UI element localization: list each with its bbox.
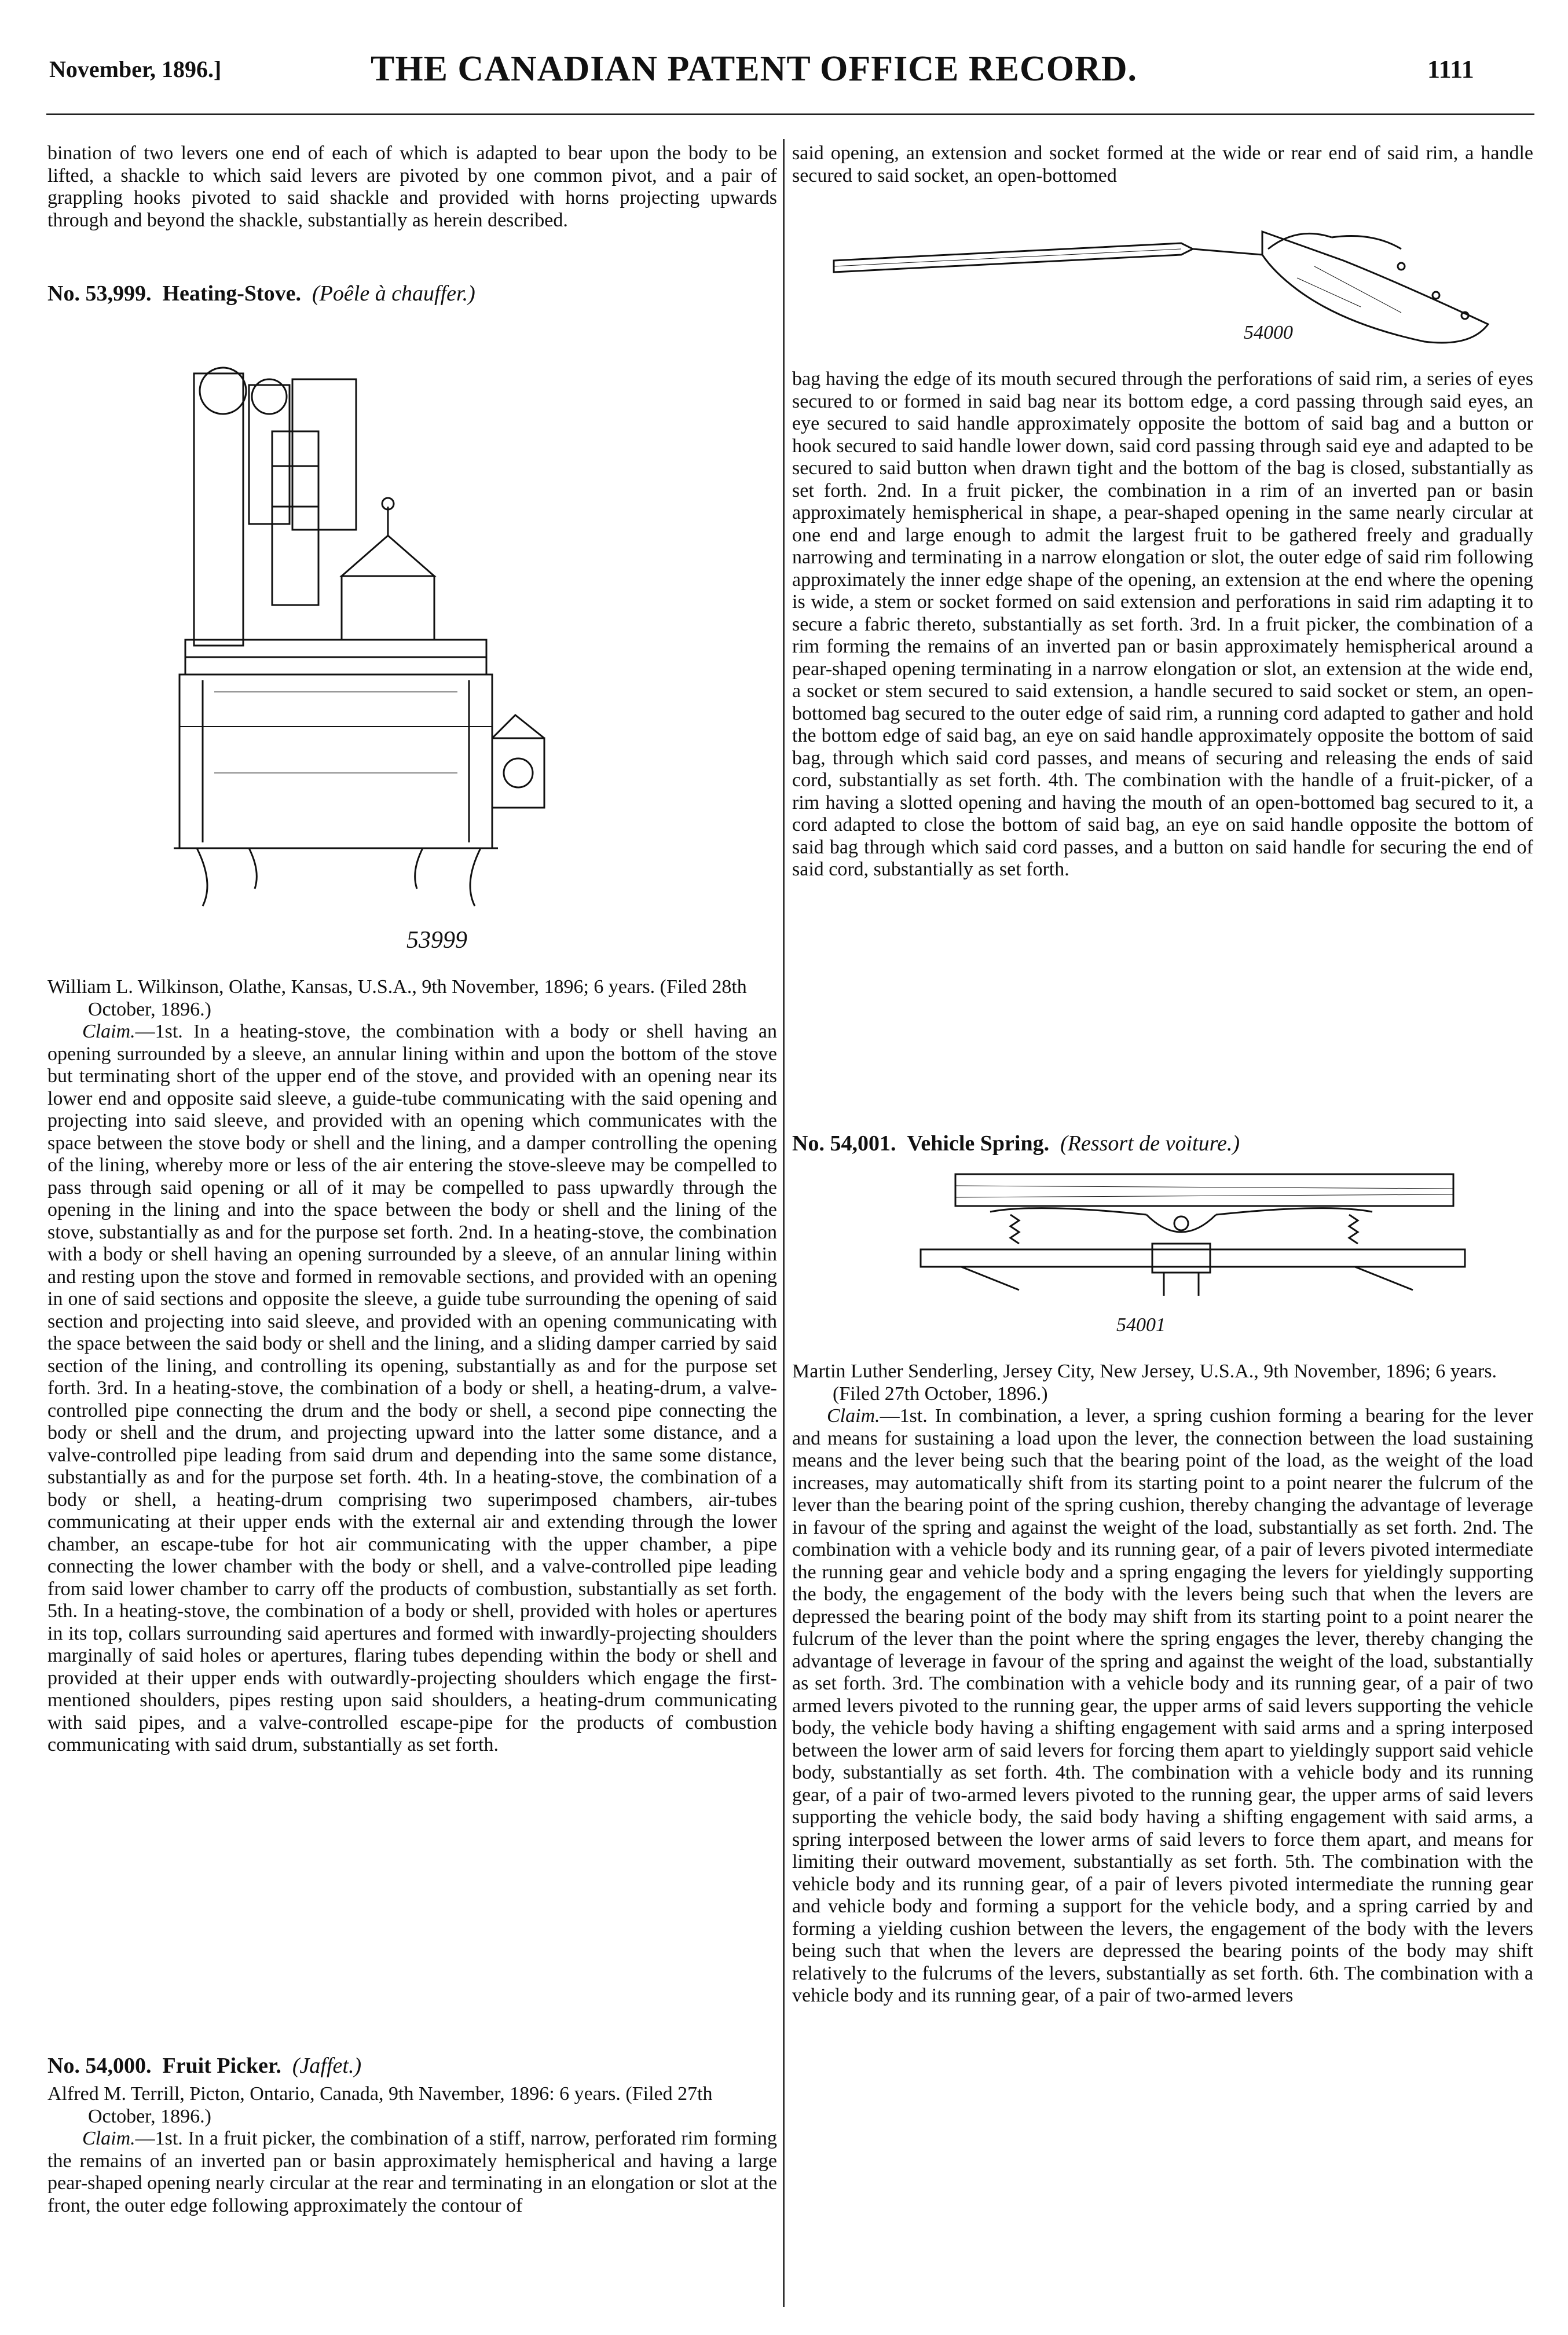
patent-53999-heading — [47, 280, 777, 307]
patent-title: Vehicle Spring. — [907, 1131, 1050, 1156]
claim-label: Claim. — [827, 1405, 880, 1427]
heating-stove-drawing-icon — [168, 333, 562, 923]
patent-title: Heating-Stove. — [162, 281, 302, 306]
header-title: THE CANADIAN PATENT OFFICE RECORD. — [371, 49, 1138, 89]
claim-text: —1st. In combination, a lever, a spring cushion forming a bearing for the lever and means for sustaining a load upon the lever, the connection between the load sustaining means and the lever being such that the bearing point of the load, as the weight of the load increases, may automatically shift from its starting point to a point nearer the fulcrum of the lever than the bearing point of the spring cushion, thereby changing the advantage of leverage in favour of the spring and against the weight of the load, substantially as set forth. 2nd. The combination with a vehicle body and its running gear, of a pair of levers pivoted intermediate the running gear and vehicle body and a spring engaging the levers for yieldingly supporting the body, the engagement of the body with the levers being such that when the levers are depressed the bearing point of the body may shift from its starting point to a point nearer the fulcrum of the lever than the point where the spring engages the lever, thereby changing the advantage of leverage in favour of the spring and against the weight of the load, substantially as set forth. 3rd. The combination with a vehicle body and its running gear, of a pair of two armed levers pivoted to the running gear, the upper arms of said levers supporting the vehicle body, the vehicle body having a shifting engagement with said arms and a spring interposed between the lower arm of said levers for forcing them apart to yieldingly support said vehicle body, substantially as set forth. 4th. The combination with a vehicle body and its running gear, of a pair of two-armed levers pivoted to the running gear, the upper arms of said levers supporting the vehicle body, the said body having a shifting engagement with said arms, a spring interposed between the lower arms of said levers to force them apart, and means for limiting their outward movement, substantially as set forth. 5th. The combination with the vehicle body and its running gear, of a pair of levers pivoted intermediate the running gear and vehicle body and forming a support for the vehicle body, and a spring carried by and forming a yielding cushion between the levers, the engagement of the body with the levers being such that when the levers are depressed the bearing points of the body may shift relatively to the fulcrums of the levers, substantially as set forth. 6th. The combination with a vehicle body and its running gear, of a pair of two-armed levers — [792, 1405, 1533, 2006]
stove-figure-label: 53999 — [406, 927, 467, 954]
spring-figure-label: 54001 — [1116, 1314, 1166, 1336]
patent-title-fr: (Poêle à chauffer.) — [312, 281, 475, 306]
right-continuation-bottom — [792, 368, 1533, 881]
claim-label: Claim. — [82, 2128, 135, 2149]
patent-number: No. 54,001. — [792, 1131, 896, 1156]
patent-claim — [792, 1405, 1533, 2007]
patent-claim — [47, 1021, 777, 1757]
continuation-text: bination of two levers one end of each of which is adapted to bear upon the body to be lifted, a shackle to which said levers are pivoted by one common pivot, and a pair of grappling hooks pivoted to said shackle and provided with horns projecting upwards through and beyond the shackle, substantially as herein described. — [47, 142, 777, 231]
picker-figure-label: 54000 — [1244, 322, 1293, 343]
header-page-number: 1111 — [1427, 55, 1474, 83]
vehicle-spring-drawing-icon — [903, 1168, 1482, 1307]
patent-54001-heading — [792, 1130, 1533, 1157]
claim-text: —1st. In a heating-stove, the combination with a body or shell having an opening surrounded by a sleeve, an annular lining within and upon the bottom of the stove but terminating short of the upper end of the stove, and provided with an opening near its lower end and opposite said sleeve, a guide-tube communicating with the said opening and projecting into said sleeve, and provided with an opening which communicates with the space between the stove body or shell and the lining, and a damper controlling the opening of the lining, whereby more or less of the air entering the stove-sleeve may be compelled to pass through said opening or all of it may be compelled to pass upwardly through the opening in the lining and into the space between the body or shell and the lining of the stove, substantially as and for the purpose set forth. 2nd. In a heating-stove, the combination with a body or shell having an opening surrounded by a sleeve, of an annular lining within and resting upon the stove and formed in removable sections, and provided with an opening in one of said sections and opposite the sleeve, a guide tube surrounding the opening of said section and projecting into said sleeve, and provided with an opening communicating with the space between the said body or shell and the lining, and a sliding damper carried by said section of the lining, and controlling its opening, substantially as and for the purpose set forth. 3rd. In a heating-stove, the combination of a body or shell, a heating-drum, a valve-controlled pipe connecting the drum and the body or shell, a second pipe connecting the body or shell and the drum, and projecting upward into the latter some distance, and a valve-controlled pipe leading from said drum and depending into the same some distance, substantially as and for the purpose set forth. 4th. In a heating-stove, the combination of a body or shell, a heating-drum comprising two superimposed chambers, air-tubes communicating at their upper ends with the external air and extending through the lower chamber, an escape-tube for hot air communicating with the upper chamber, a pipe connecting the lower chamber with the body or shell, and a valve-controlled pipe leading from said lower chamber to carry off the products of combustion, substantially as set forth. 5th. In a heating-stove, the combination of a body or shell, provided with holes or apertures in its top, collars surrounding said apertures and formed with inwardly-projecting shoulders marginally of said holes or apertures, flaring tubes depending within the body or shell and provided at their upper ends with outwardly-projecting shoulders which engage the first-mentioned shoulders, pipes resting upon said shoulders, a heating-drum communicating with said pipes, and a valve-controlled escape-pipe for the products of combustion communicating with said drum, substantially as set forth. — [47, 1021, 777, 1755]
patent-54000-heading — [47, 2052, 777, 2079]
continuation-text: bag having the edge of its mouth secured through the perforations of said rim, a series of eyes secured to or formed in said bag near its bottom edge, a cord passing through said eyes, an eye secured to said handle approximately opposite the bottom of said bag and a button or hook secured to said handle lower down, said cord passing through said eye and adapted to be secured to said button when drawn tight and the bottom of the bag is closed, substantially as set forth. 2nd. In a fruit picker, the combination in a rim of an inverted pan or basin approximately hemispherical in shape, a pear-shaped opening in the same nearly circular at one end and large enough to admit the largest fruit to be gathered freely and gradually narrowing and terminating in a narrow elongation or slot, the outer edge of said rim following approximately the inner edge shape of the opening, an extension at the end where the opening is wide, a stem or socket formed on said extension and perforations in said rim adapting it to secure a fabric thereto, substantially as set forth. 3rd. In a fruit picker, the combination of a rim forming the remains of an inverted pan or basin approximately hemispherical around a pear-shaped opening terminating in a narrow elongation or slot, an extension at the wide end, a socket or stem secured to said extension, a handle secured to said socket or stem, an open-bottomed bag secured to the outer edge of said rim, a running cord adapted to gather and hold the bottom edge of said bag, an eye on said handle approximately opposite the bottom of said bag, through which said cord passes, and means of securing and releasing the ends of said cord, substantially as set forth. 4th. The combination with the handle of a fruit-picker, of a rim having a slotted opening and having the mouth of an open-bottomed bag secured to it, a cord adapted to close the bottom of said bag, an eye on said handle opposite the bottom of said bag through which said cord passes, and a button on said handle for securing the end of said cord, substantially as set forth. — [792, 368, 1533, 880]
patent-claim — [47, 2128, 777, 2217]
patent-inventor: Martin Luther Senderling, Jersey City, New Jersey, U.S.A., 9th November, 1896; 6 years. (Filed 27th October, 1896.) — [792, 1361, 1497, 1405]
patent-53999-body — [47, 976, 777, 1757]
patent-54001-body — [792, 1361, 1533, 2007]
patent-number: No. 53,999. — [47, 281, 152, 306]
continuation-text: said opening, an extension and socket formed at the wide or rear end of said rim, a handle secured to said socket, an open-bottomed — [792, 142, 1533, 186]
patent-inventor: Alfred M. Terrill, Picton, Ontario, Canada, 9th Navember, 1896: 6 years. (Filed 27th October, 1896.) — [47, 2083, 713, 2127]
claim-label: Claim. — [82, 1021, 135, 1042]
patent-title-fr: (Ressort de voiture.) — [1060, 1131, 1240, 1156]
patent-number: No. 54,000. — [47, 2054, 152, 2078]
header-rule — [46, 113, 1534, 115]
column-divider — [783, 139, 785, 2307]
claim-text: —1st. In a fruit picker, the combination of a stiff, narrow, perforated rim forming the remains of an inverted pan or basin approximately hemispherical and having a large pear-shaped opening nearly circular at the rear and terminating in an elongation or slot at the front, the outer edge following approximately the contour of — [47, 2128, 777, 2216]
right-continuation-top — [792, 142, 1533, 187]
patent-54000-body — [47, 2083, 777, 2217]
header-date: November, 1896.] — [49, 56, 222, 82]
patent-inventor: William L. Wilkinson, Olathe, Kansas, U.S.A., 9th November, 1896; 6 years. (Filed 28th October, 1896.) — [47, 976, 747, 1020]
patent-title-fr: (Jaffet.) — [292, 2054, 362, 2078]
patent-title: Fruit Picker. — [162, 2054, 281, 2078]
left-continuation — [47, 142, 777, 232]
